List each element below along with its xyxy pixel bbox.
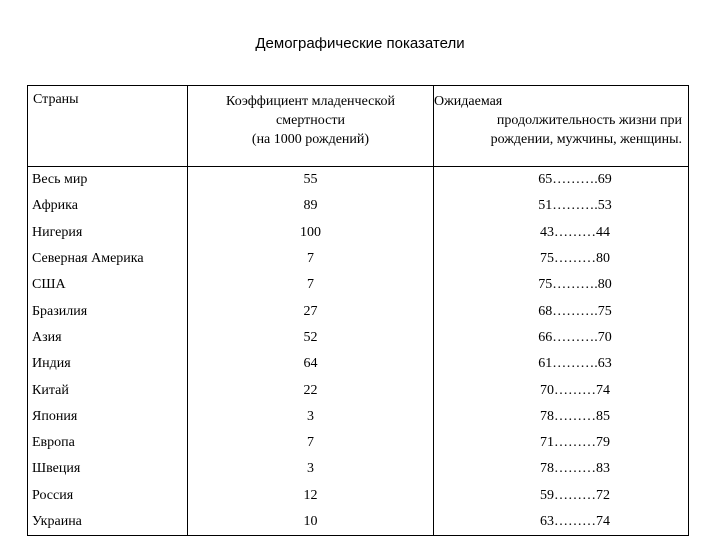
table-row	[28, 377, 689, 403]
table-row	[28, 272, 689, 298]
country-cell: Россия	[28, 483, 188, 509]
country-cell: Швеция	[28, 456, 188, 482]
mortality-cell: 7	[188, 430, 434, 456]
life-expectancy-cell: 70………74	[434, 377, 689, 403]
country-cell: Весь мир	[28, 167, 188, 194]
life-expectancy-cell: 66……….70	[434, 325, 689, 351]
country-cell: Китай	[28, 377, 188, 403]
country-cell: Африка	[28, 193, 188, 219]
country-cell: Нигерия	[28, 220, 188, 246]
mortality-cell: 64	[188, 351, 434, 377]
table-row	[28, 430, 689, 456]
table-row	[28, 483, 689, 509]
life-expectancy-cell: 68……….75	[434, 298, 689, 324]
life-expectancy-cell: 78………85	[434, 404, 689, 430]
country-cell: Индия	[28, 351, 188, 377]
country-cell: Украина	[28, 509, 188, 536]
header-life-line: Ожидаемая	[434, 94, 503, 109]
header-mortality-line: смертности	[276, 113, 345, 128]
header-mortality-line: (на 1000 рождений)	[251, 132, 370, 147]
mortality-cell: 7	[188, 246, 434, 272]
page-title: Демографические показатели	[255, 35, 465, 52]
table-row	[28, 298, 689, 324]
mortality-cell: 55	[188, 167, 434, 194]
table-row	[28, 167, 689, 194]
table-row	[28, 404, 689, 430]
table-row	[28, 193, 689, 219]
life-expectancy-cell: 65……….69	[434, 167, 689, 194]
country-cell: США	[28, 272, 188, 298]
life-expectancy-cell: 78………83	[434, 456, 689, 482]
life-expectancy-cell: 51……….53	[434, 193, 689, 219]
table-row	[28, 325, 689, 351]
table-header-row	[28, 86, 689, 167]
header-mortality	[188, 86, 434, 167]
country-cell: Бразилия	[28, 298, 188, 324]
header-life-line: рождении, мужчины, женщины.	[490, 132, 682, 147]
mortality-cell: 12	[188, 483, 434, 509]
mortality-cell: 7	[188, 272, 434, 298]
country-cell: Европа	[28, 430, 188, 456]
demographics-table	[27, 85, 689, 536]
life-expectancy-cell: 71………79	[434, 430, 689, 456]
life-expectancy-cell: 59………72	[434, 483, 689, 509]
table-row	[28, 220, 689, 246]
life-expectancy-cell: 75……….80	[434, 272, 689, 298]
header-mortality-line: Коэффициент младенческой	[226, 94, 395, 109]
life-expectancy-cell: 75………80	[434, 246, 689, 272]
mortality-cell: 10	[188, 509, 434, 536]
mortality-cell: 3	[188, 404, 434, 430]
table-row	[28, 509, 689, 536]
mortality-cell: 22	[188, 377, 434, 403]
life-expectancy-cell: 63………74	[434, 509, 689, 536]
header-life-line: продолжительность жизни при	[496, 113, 682, 128]
table-row	[28, 246, 689, 272]
table-row	[28, 351, 689, 377]
table-row	[28, 456, 689, 482]
mortality-cell: 27	[188, 298, 434, 324]
mortality-cell: 52	[188, 325, 434, 351]
country-cell: Северная Америка	[28, 246, 188, 272]
mortality-cell: 100	[188, 220, 434, 246]
life-expectancy-cell: 61……….63	[434, 351, 689, 377]
mortality-cell: 3	[188, 456, 434, 482]
mortality-cell: 89	[188, 193, 434, 219]
life-expectancy-cell: 43………44	[434, 220, 689, 246]
header-life-expectancy	[434, 86, 689, 167]
country-cell: Япония	[28, 404, 188, 430]
country-cell: Азия	[28, 325, 188, 351]
table-body	[28, 167, 689, 536]
header-country: Страны	[28, 86, 188, 167]
